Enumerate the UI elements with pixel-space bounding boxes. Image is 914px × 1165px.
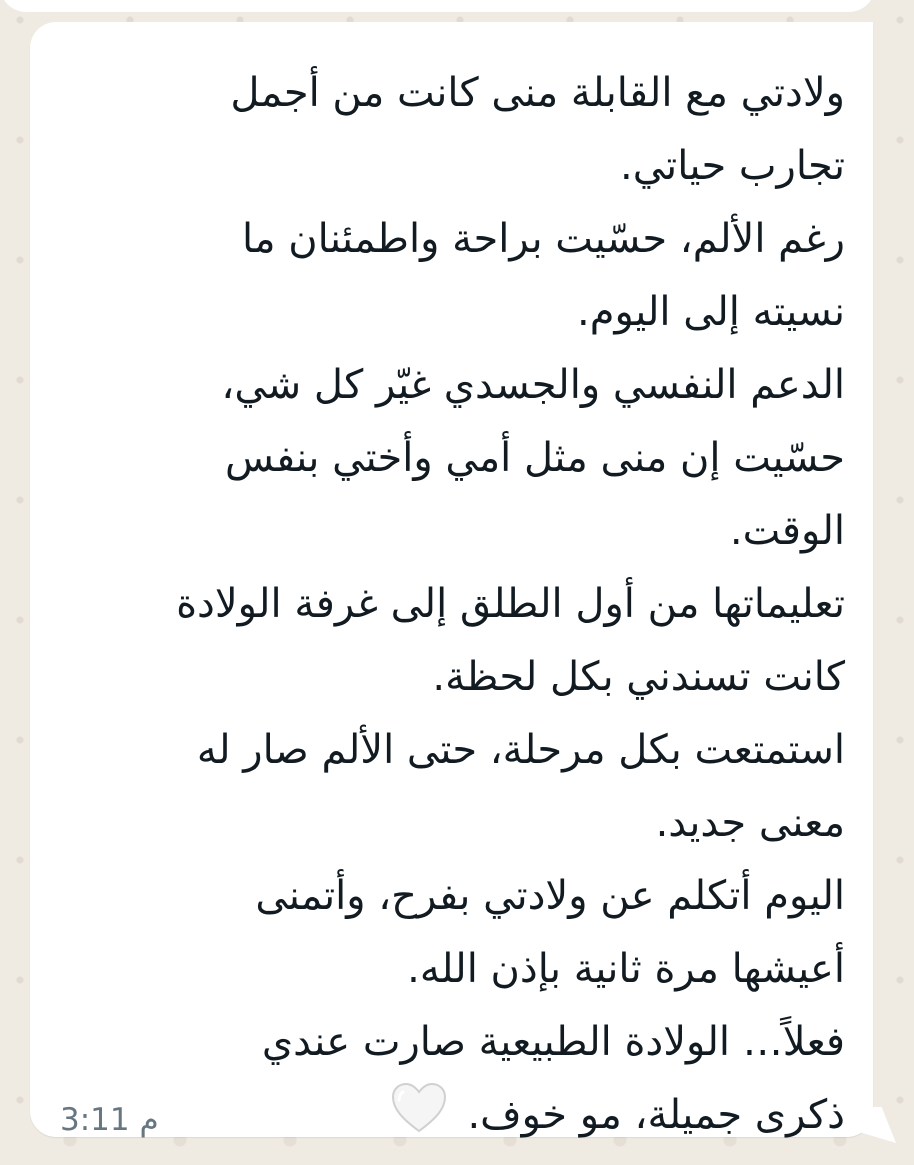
previous-message-bubble	[0, 0, 875, 12]
message-line: الدعم النفسي والجسدي غيّر كل شي،	[221, 362, 845, 408]
message-line: معنى جديد.	[655, 800, 845, 846]
message-line: ولادتي مع القابلة منى كانت من أجمل	[230, 70, 845, 116]
message-line: فعلاً… الولادة الطبيعية صارت عندي	[261, 1019, 845, 1065]
message-line-text: ذكرى جميلة، مو خوف.	[467, 1092, 845, 1138]
message-timestamp: 3:11 م	[60, 1102, 159, 1138]
message-text	[45, 57, 845, 1152]
message-line: استمتعت بكل مرحلة، حتى الألم صار له	[196, 727, 845, 773]
message-line: رغم الألم، حسّيت براحة واطمئنان ما	[241, 216, 845, 262]
message-line: أعيشها مرة ثانية بإذن الله.	[407, 946, 845, 992]
message-line: اليوم أتكلم عن ولادتي بفرح، وأتمنى	[255, 873, 845, 919]
message-bubble[interactable]	[30, 22, 873, 1137]
message-line: حسّيت إن منى مثل أمي وأختي بنفس	[224, 435, 845, 481]
white-heart-icon	[391, 1082, 447, 1134]
message-line: تجارب حياتي.	[620, 143, 845, 189]
message-line: الوقت.	[729, 508, 845, 554]
message-line-last	[45, 1079, 845, 1152]
bubble-tail	[860, 1107, 896, 1143]
message-line: كانت تسندني بكل لحظة.	[432, 654, 845, 700]
message-line: تعليماتها من أول الطلق إلى غرفة الولادة	[176, 581, 845, 627]
message-line: نسيته إلى اليوم.	[577, 289, 845, 335]
